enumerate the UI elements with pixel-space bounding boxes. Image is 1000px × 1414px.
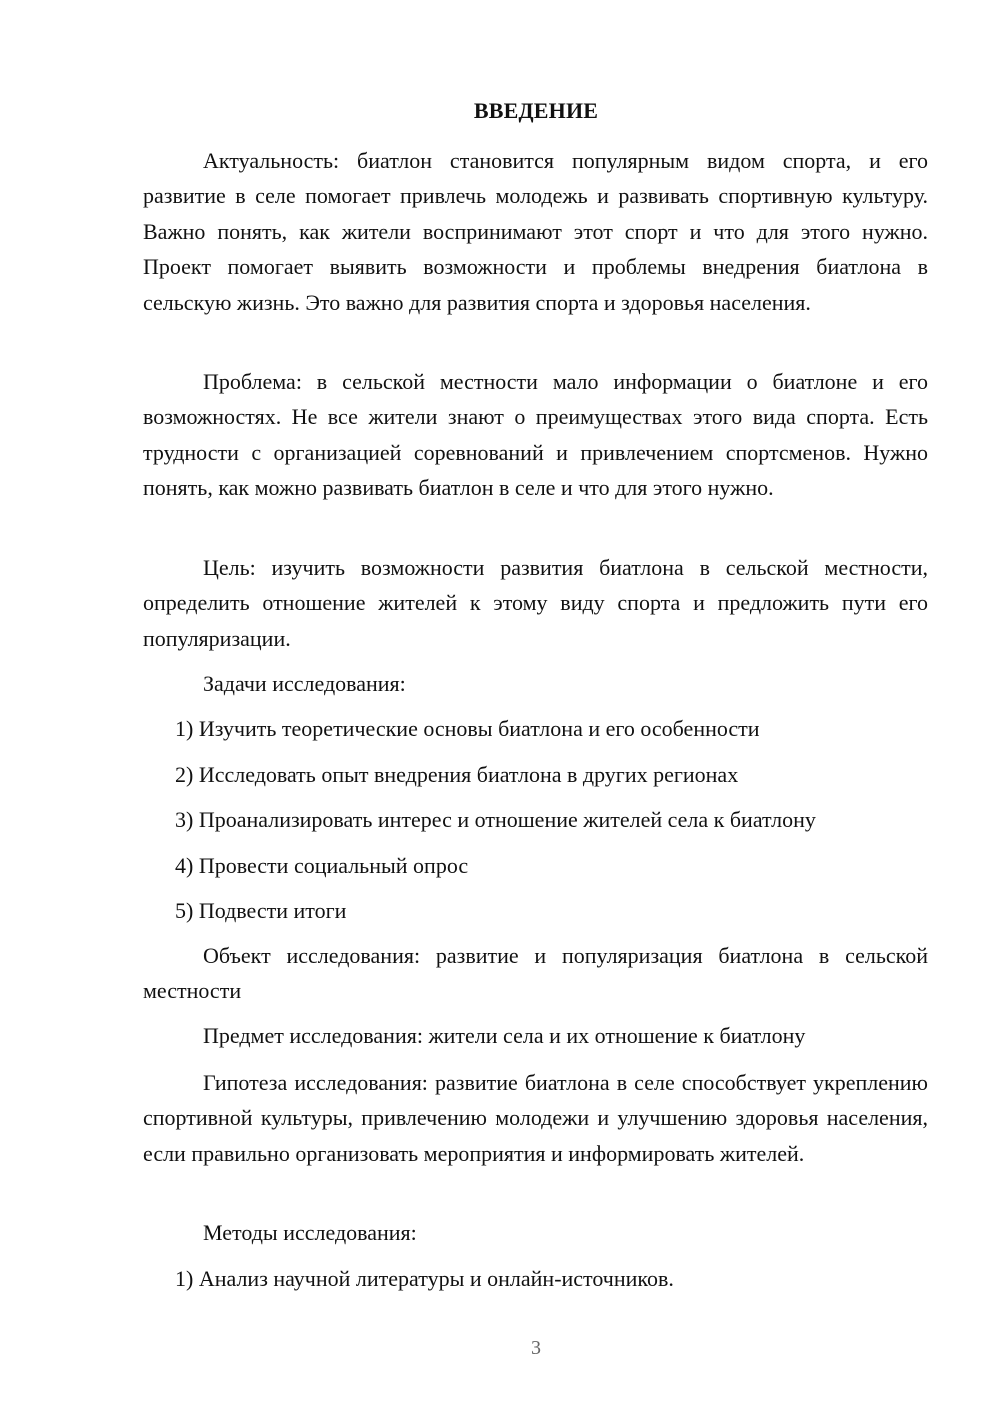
- task-item: 5) Подвести итоги: [175, 898, 347, 923]
- task-item: 2) Исследовать опыт внедрения биатлона в других регионах: [175, 762, 739, 787]
- problem-paragraph: Проблема: в сельской местности мало информации о биатлоне и его возможностях. Не все жители знают о преимуществах этого вида спорта. Есть трудности с организацией соревнований и привлечением спортсменов. Нужно понять, как можно развивать биатлон в селе и что для этого нужно.: [143, 369, 928, 501]
- hypothesis-paragraph: Гипотеза исследования: развитие биатлона в селе способствует укреплению спортивной культуры, привлечению молодежи и улучшению здоровья населения, если правильно организовать мероприятия и информировать жителей.: [143, 1070, 928, 1166]
- page-title: ВВЕДЕНИЕ: [473, 98, 599, 123]
- relevance-paragraph: Актуальность: биатлон становится популярным видом спорта, и его развитие в селе помогает привлечь молодежь и развивать спортивную культуру. Важно понять, как жители воспринимают этот спорт и что для этого нужно. Проект помогает выявить возможности и проблемы внедрения биатлона в сельскую жизнь. Это важно для развития спорта и здоровья населения.: [143, 148, 928, 315]
- methods-heading: Методы исследования:: [203, 1220, 417, 1245]
- page-number: 3: [531, 1337, 541, 1359]
- task-item: 1) Изучить теоретические основы биатлона и его особенности: [175, 716, 760, 741]
- method-item: 1) Анализ научной литературы и онлайн-источников.: [175, 1266, 674, 1291]
- subject-line: Предмет исследования: жители села и их отношение к биатлону: [203, 1023, 806, 1048]
- task-item: 3) Проанализировать интерес и отношение жителей села к биатлону: [175, 807, 816, 832]
- object-paragraph: Объект исследования: развитие и популяризация биатлона в сельской местности: [143, 943, 928, 1004]
- tasks-heading: Задачи исследования:: [203, 671, 406, 696]
- goal-paragraph: Цель: изучить возможности развития биатлона в сельской местности, определить отношение жителей к этому виду спорта и предложить пути его популяризации.: [143, 555, 928, 651]
- task-item: 4) Провести социальный опрос: [175, 853, 469, 878]
